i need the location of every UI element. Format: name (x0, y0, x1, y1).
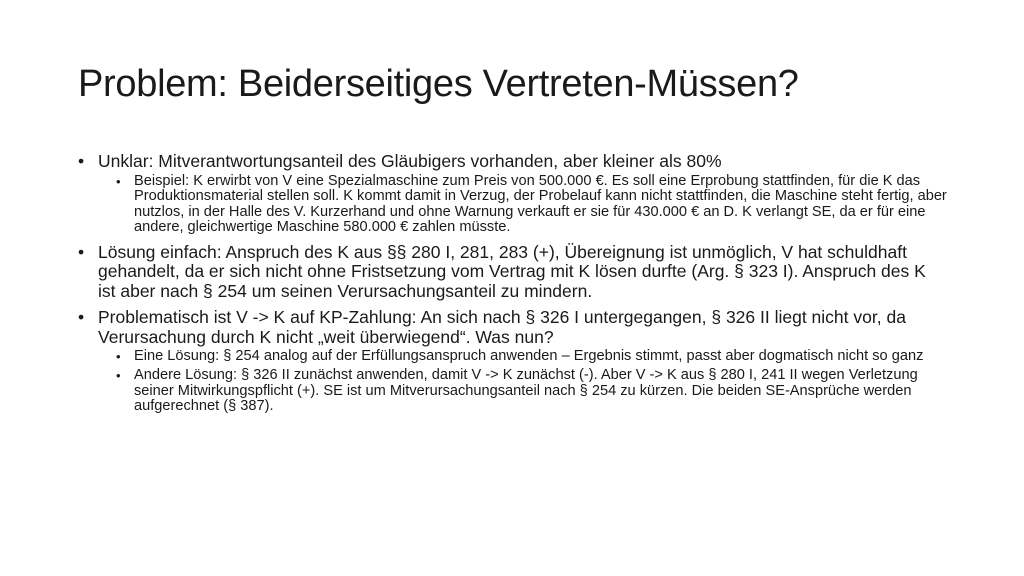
bullet-dot: • (78, 241, 85, 262)
bullet-item (78, 243, 948, 302)
sub-bullet-dot: • (116, 367, 121, 383)
bullet-item (78, 152, 948, 236)
sub-bullet-item (116, 368, 948, 415)
slide-title: Problem: Beiderseitiges Vertreten-Müssen? (78, 63, 799, 105)
bullet-text: Problematisch ist V -> K auf KP-Zahlung: An sich nach § 326 I untergegangen, § 326 II liegt nicht vor, da Verursachung durch K nicht „weit überwiegend“. Was nun? (98, 307, 906, 347)
bullet-list (78, 152, 948, 415)
sub-bullet-text: Eine Lösung: § 254 analog auf der Erfüllungsanspruch anwenden – Ergebnis stimmt, passt aber dogmatisch nicht so ganz (134, 348, 924, 365)
bullet-text: Unklar: Mitverantwortungsanteil des Gläubigers vorhanden, aber kleiner als 80% (98, 151, 722, 171)
sub-bullet-item (116, 349, 948, 365)
sub-bullet-list (98, 174, 948, 236)
sub-bullet-list (98, 349, 948, 414)
bullet-dot: • (78, 307, 85, 328)
sub-bullet-item (116, 174, 948, 236)
sub-bullet-dot: • (116, 349, 121, 365)
sub-bullet-text: Andere Lösung: § 326 II zunächst anwenden, damit V -> K zunächst (-). Aber V -> K aus § 280 I, 241 II wegen Verletzung seiner Mitwirkungspflicht (+). SE ist um Mitverursachungsanteil nach § 254 zu kürzen. Die beiden SE-Ansprüche werden aufgerechnet (§ 387). (134, 366, 918, 415)
bullet-dot: • (78, 151, 85, 171)
sub-bullet-dot: • (116, 173, 121, 189)
slide-body (78, 152, 948, 422)
sub-bullet-text: Beispiel: K erwirbt von V eine Spezialmaschine zum Preis von 500.000 €. Es soll eine Erprobung stattfinden, für die K das Produktionsmaterial stellen soll. K kommt damit in Verzug, der Probelauf kann nicht stattfinden, die Maschine steht fertig, aber nutzlos, in der Halle des V. Kurzerhand und ohne Warnung verkauft er sie für 430.000 € an D. K verlangt SE, da er für eine andere, gleichwertige Maschine 580.000 € zahlen müsste. (134, 172, 947, 236)
bullet-text: Lösung einfach: Anspruch des K aus §§ 280 I, 281, 283 (+), Übereignung ist unmöglich, V hat schuldhaft gehandelt, da er sich nicht ohne Fristsetzung vom Vertrag mit K lösen durfte (Arg. § 323 I). Anspruch des K ist aber nach § 254 um seinen Verursachungsanteil zu mindern. (98, 241, 926, 301)
bullet-item (78, 308, 948, 414)
